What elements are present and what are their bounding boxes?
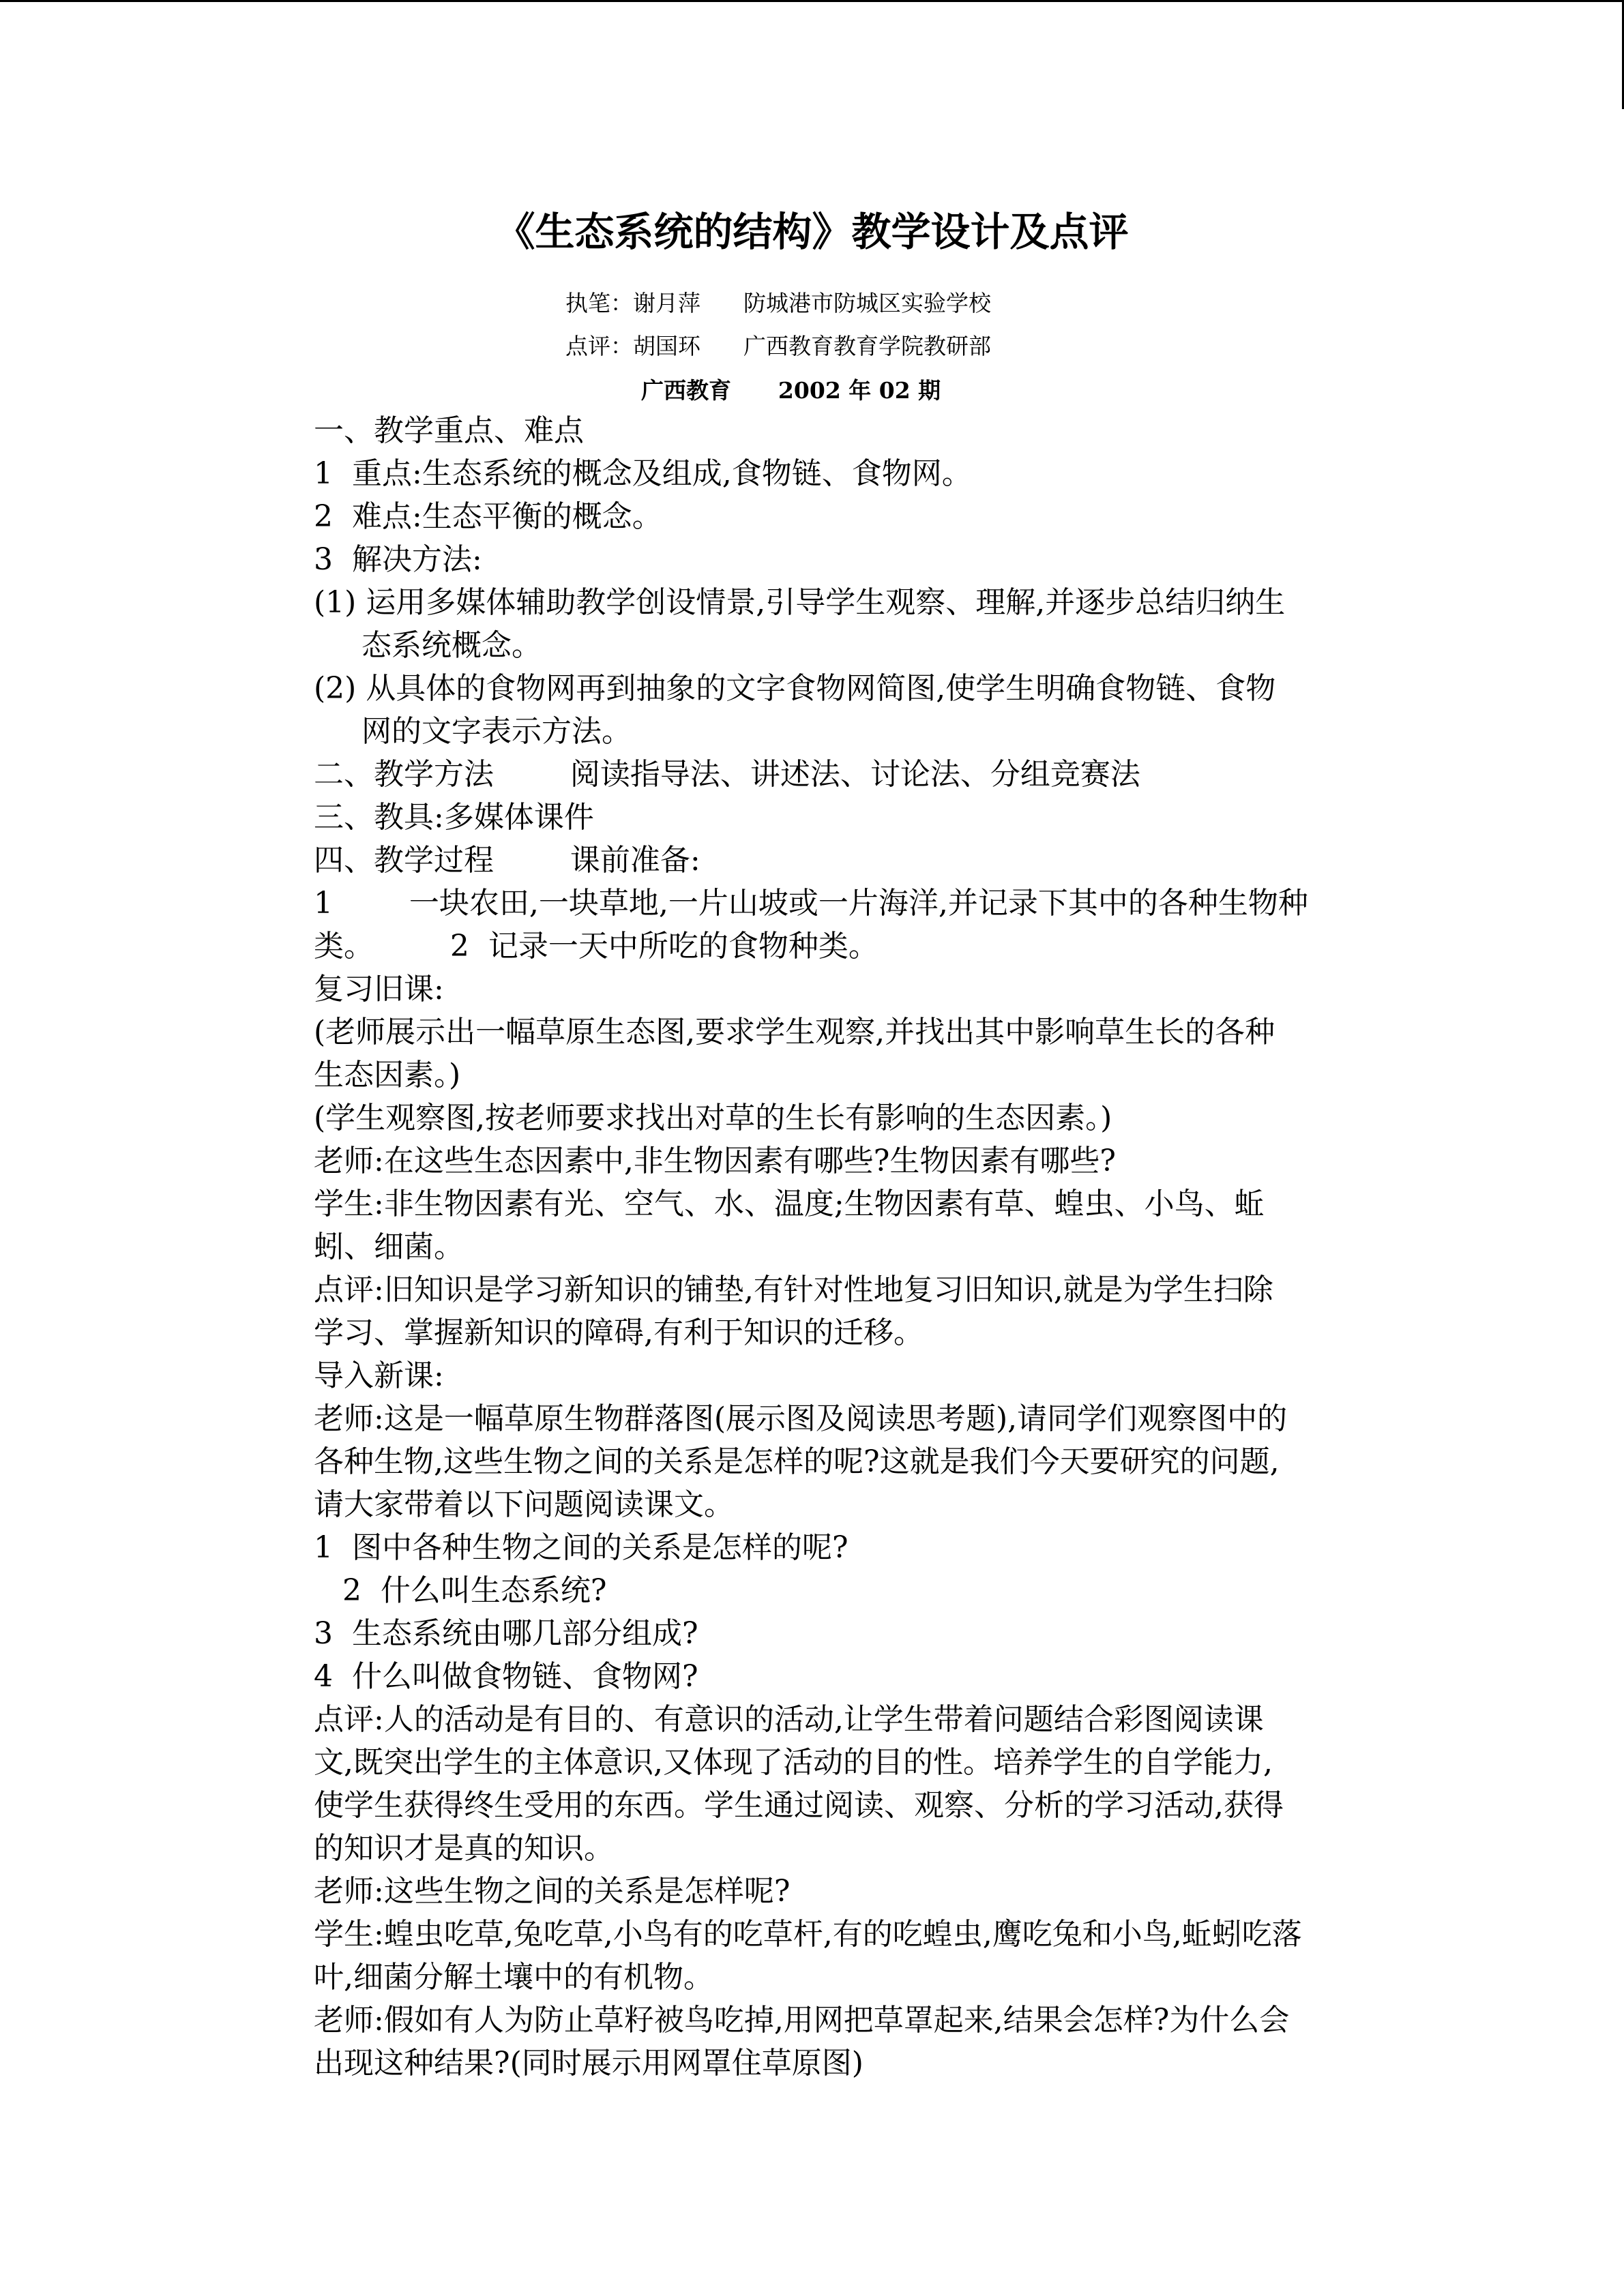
body-line: 网的文字表示方法。 <box>361 714 632 749</box>
body-line: 老师:在这些生态因素中,非生物因素有哪些?生物因素有哪些? <box>314 1144 1116 1178</box>
body-line: 学生:蝗虫吃草,兔吃草,小鸟有的吃草杆,有的吃蝗虫,鹰吃兔和小鸟,蚯蚓吃落 <box>314 1917 1302 1952</box>
document-title: 《生态系统的结构》教学设计及点评 <box>495 209 1129 255</box>
body-line: 3 生态系统由哪几部分组成? <box>314 1616 698 1651</box>
body-line: 学生:非生物因素有光、空气、水、温度;生物因素有草、蝗虫、小鸟、蚯 <box>314 1187 1265 1221</box>
section-heading: 二、教学方法 阅读指导法、讲述法、讨论法、分组竞赛法 <box>314 757 1140 792</box>
body-line: 请大家带着以下问题阅读课文。 <box>314 1487 734 1522</box>
body-line: 类。 2 记录一天中所吃的食物种类。 <box>314 929 879 964</box>
body-line: 蚓、细菌。 <box>314 1229 464 1264</box>
body-line: (1) 运用多媒体辅助教学创设情景,引导学生观察、理解,并逐步总结归纳生 <box>314 585 1286 620</box>
body-line: 2 什么叫生态系统? <box>314 1573 607 1608</box>
body-line: (2) 从具体的食物网再到抽象的文字食物网简图,使学生明确食物链、食物 <box>314 671 1276 706</box>
body-line: 生态因素。) <box>314 1058 461 1092</box>
document-body <box>314 409 1385 2085</box>
body-line: 复习旧课: <box>314 972 444 1007</box>
body-line: 3 解决方法: <box>314 542 482 577</box>
section-heading: 一、教学重点、难点 <box>314 413 584 448</box>
body-line: 点评:旧知识是学习新知识的铺垫,有针对性地复习旧知识,就是为学生扫除 <box>314 1272 1273 1307</box>
body-line: 老师:假如有人为防止草籽被鸟吃掉,用网把草罩起来,结果会怎样?为什么会 <box>314 2003 1290 2038</box>
author-line: 执笔：谢月萍 防城港市防城区实验学校 <box>565 290 991 316</box>
body-line: 1 重点:生态系统的概念及组成,食物链、食物网。 <box>314 456 972 491</box>
body-line: 使学生获得终生受用的东西。学生通过阅读、观察、分析的学习活动,获得 <box>314 1788 1284 1823</box>
body-line: (老师展示出一幅草原生态图,要求学生观察,并找出其中影响草生长的各种 <box>314 1015 1275 1049</box>
body-line: 导入新课: <box>314 1358 444 1393</box>
body-line: 态系统概念。 <box>361 628 542 663</box>
body-line: 老师:这些生物之间的关系是怎样呢? <box>314 1874 791 1909</box>
body-line: (学生观察图,按老师要求找出对草的生长有影响的生态因素。) <box>314 1101 1112 1135</box>
body-line: 文,既突出学生的主体意识,又体现了活动的目的性。培养学生的自学能力, <box>314 1745 1273 1780</box>
body-line: 学习、掌握新知识的障碍,有利于知识的迁移。 <box>314 1315 924 1350</box>
body-line: 出现这种结果?(同时展示用网罩住草原图) <box>314 2046 863 2081</box>
body-line: 叶,细菌分解土壤中的有机物。 <box>314 1960 713 1995</box>
body-line: 4 什么叫做食物链、食物网? <box>314 1659 698 1694</box>
page-top-border <box>0 0 1624 2</box>
body-line: 2 难点:生态平衡的概念。 <box>314 499 662 534</box>
body-line: 的知识才是真的知识。 <box>314 1831 614 1866</box>
body-line: 老师:这是一幅草原生物群落图(展示图及阅读思考题),请同学们观察图中的 <box>314 1401 1288 1436</box>
body-line: 点评:人的活动是有目的、有意识的活动,让学生带着问题结合彩图阅读课 <box>314 1702 1264 1737</box>
section-heading: 四、教学过程 课前准备: <box>314 843 700 878</box>
body-line: 1 图中各种生物之间的关系是怎样的呢? <box>314 1530 848 1565</box>
body-line: 1 一块农田,一块草地,一片山坡或一片海洋,并记录下其中的各种生物种 <box>314 886 1308 921</box>
section-heading: 三、教具:多媒体课件 <box>314 800 594 835</box>
source-line: 广西教育 2002 年 02 期 <box>641 377 941 404</box>
body-line: 各种生物,这些生物之间的关系是怎样的呢?这就是我们今天要研究的问题, <box>314 1444 1280 1479</box>
reviewer-line: 点评：胡国环 广西教育教育学院教研部 <box>565 333 991 359</box>
